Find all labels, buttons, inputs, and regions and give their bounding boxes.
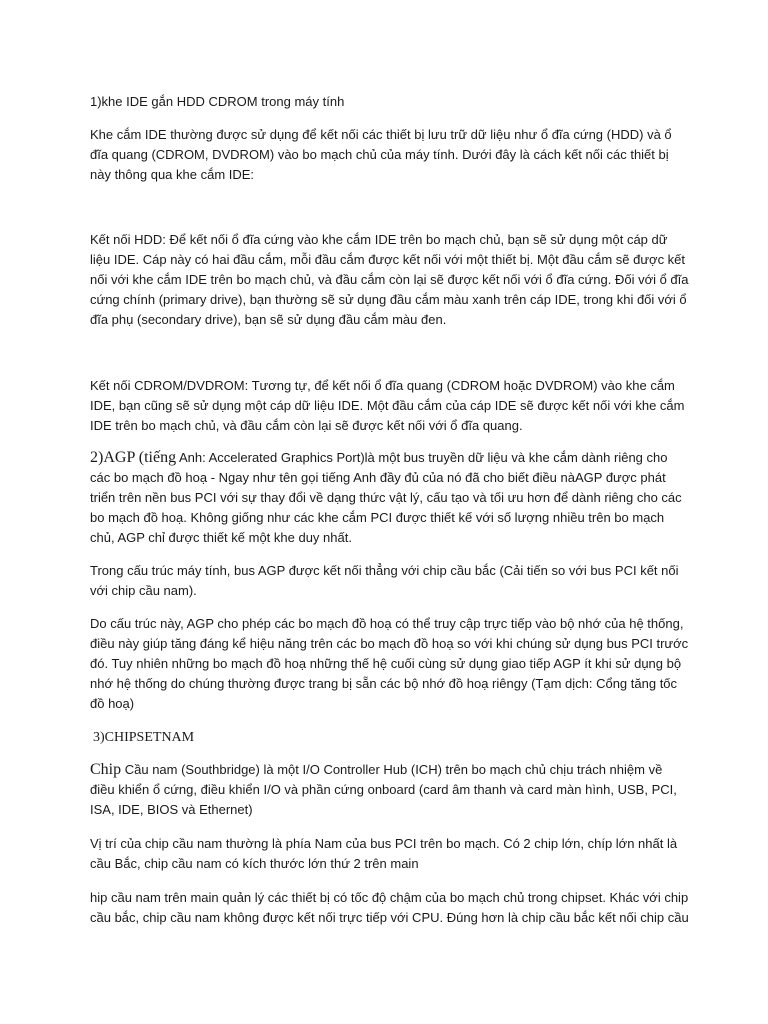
heading-ide: 1)khe IDE gắn HDD CDROM trong máy tính (90, 94, 345, 109)
paragraph-cdrom-connection: Kết nối CDROM/DVDROM: Tương tự, để kết nối ổ đĩa quang (CDROM hoặc DVDROM) vào khe cắm IDE, bạn cũng sẽ sử dụng một cáp dữ liệu IDE. Một đầu cắm của cáp IDE sẽ được kết nối với khe cắm IDE trên bo mạch chủ, và đầu cắm còn lại sẽ được kết nối với ổ đĩa quang. (90, 378, 685, 433)
agp-body: Anh: Accelerated Graphics Port)là một bus truyền dữ liệu và khe cắm dành riêng cho các bo mạch đồ hoạ - Ngay như tên gọi tiếng Anh đầy đủ của nó đã cho biết điều nàAGP được phát triển trên nền bus PCI với sự thay đổi về dạng thức vật lý, cấu tạo và tối ưu hơn để dành riêng cho các bo mạch đồ hoạ. Không giống như các khe cắm PCI được thiết kế với số lượng nhiều trên bo mạch chủ, AGP chỉ được thiết kế một khe duy nhất. (90, 450, 682, 545)
agp-heading-lead: 2)AGP (tiếng (90, 449, 177, 466)
paragraph-southbridge-position: Vị trí của chip cầu nam thường là phía Nam của bus PCI trên bo mạch. Có 2 chip lớn, chíp lớn nhất là cầu Bắc, chip cầu nam có kích thước lớn thứ 2 trên main (90, 836, 678, 871)
chip-lead: Chip (90, 761, 122, 778)
paragraph-hdd-connection: Kết nối HDD: Để kết nối ổ đĩa cứng vào khe cắm IDE trên bo mạch chủ, bạn sẽ sử dụng một cáp dữ liệu IDE. Cáp này có hai đầu cắm, mỗi đầu cắm được kết nối với một thiết bị. Một đầu cắm sẽ được kết nối với khe cắm IDE trên bo mạch chủ, và đầu cắm còn lại sẽ được kết nối với ổ đĩa cứng. Đối với ổ đĩa cứng chính (primary drive), bạn thường sẽ sử dụng đầu cắm màu xanh trên cáp IDE, trong khi đối với ổ đĩa phụ (secondary drive), bạn sẽ sử dụng đầu cắm màu đen. (90, 232, 689, 327)
paragraph-agp-bus: Trong cấu trúc máy tính, bus AGP được kết nối thẳng với chip cầu bắc (Cải tiến so với bus PCI kết nối với chip cầu nam). (90, 563, 679, 598)
southbridge-body: Cầu nam (Southbridge) là một I/O Controller Hub (ICH) trên bo mạch chủ chịu trách nhiệm về điều khiển ổ cứng, điều khiển I/O và phần cứng onboard (card âm thanh và card màn hình, USB, PCI, ISA, IDE, BIOS và Ethernet) (90, 762, 677, 817)
paragraph-southbridge-devices: hip cầu nam trên main quản lý các thiết bị có tốc độ chậm của bo mạch chủ trong chipset. Khác với chip cầu bắc, chip cầu nam không được kết nối trực tiếp với CPU. Đúng hơn là chip cầu bắc kết nối chip cầu (90, 890, 689, 925)
paragraph-ide-intro: Khe cắm IDE thường được sử dụng để kết nối các thiết bị lưu trữ dữ liệu như ổ đĩa cứng (HDD) và ổ đĩa quang (CDROM, DVDROM) vào bo mạch chủ của máy tính. Dưới đây là cách kết nối các thiết bị này thông qua khe cắm IDE: (90, 127, 672, 182)
heading-chipset-nam: 3)CHIPSETNAM (93, 730, 195, 745)
paragraph-southbridge (90, 760, 690, 820)
paragraph-agp (90, 448, 690, 548)
paragraph-agp-memory: Do cấu trúc này, AGP cho phép các bo mạch đồ hoạ có thể truy cập trực tiếp vào bộ nhớ của hệ thống, điều này giúp tăng đáng kể hiệu năng trên các bo mạch đồ hoạ so với khi chúng sử dụng bus PCI trước đó. Tuy nhiên những bo mạch đồ hoạ những thế hệ cuối cùng sử dụng giao tiếp AGP ít khi sử dụng bộ nhớ hệ thống do chúng thường được trang bị sẵn các bộ nhớ đồ hoạ riêngy (Tạm dịch: Cổng tăng tốc đồ hoạ) (90, 616, 689, 711)
